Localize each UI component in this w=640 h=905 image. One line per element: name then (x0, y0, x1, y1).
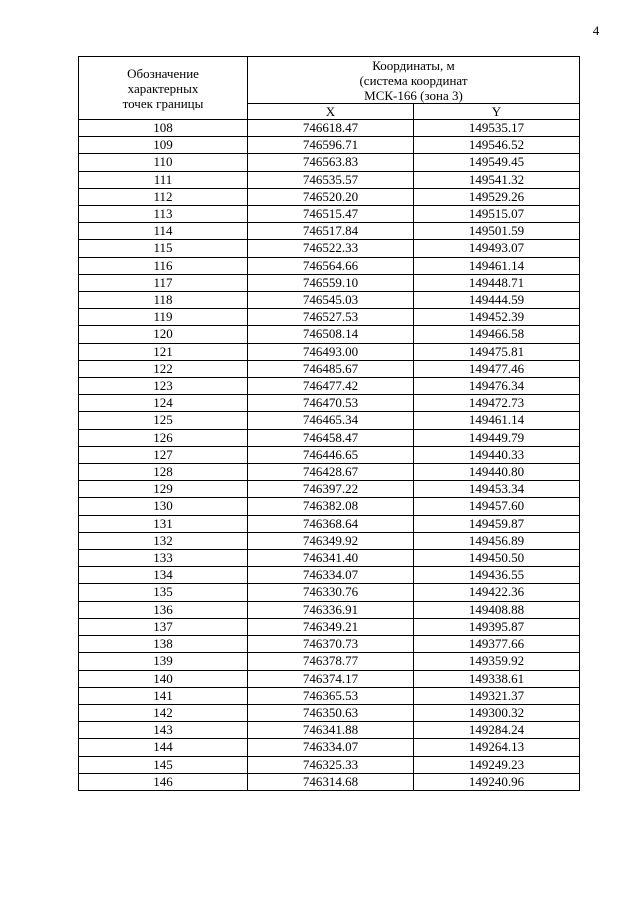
point-number-cell: 132 (79, 532, 248, 549)
x-coordinate-cell: 746349.92 (248, 532, 414, 549)
y-coordinate-cell: 149453.34 (414, 481, 580, 498)
table-row (79, 137, 580, 154)
x-coordinate-cell: 746477.42 (248, 378, 414, 395)
designation-header-line-2: характерных (127, 80, 199, 96)
x-coordinate-cell: 746522.33 (248, 240, 414, 257)
point-number-cell: 141 (79, 687, 248, 704)
point-number-cell: 127 (79, 446, 248, 463)
y-coordinate-cell: 149440.33 (414, 446, 580, 463)
y-coordinate-cell: 149449.79 (414, 429, 580, 446)
coordinates-column-header (248, 57, 580, 104)
table-header-row (79, 57, 580, 104)
y-coordinate-cell: 149472.73 (414, 395, 580, 412)
point-number-cell: 126 (79, 429, 248, 446)
x-coordinate-cell: 746325.33 (248, 756, 414, 773)
table-row (79, 515, 580, 532)
x-coordinate-cell: 746446.65 (248, 446, 414, 463)
point-number-cell: 131 (79, 515, 248, 532)
x-coordinate-cell: 746350.63 (248, 704, 414, 721)
x-coordinate-cell: 746334.07 (248, 567, 414, 584)
table-row (79, 481, 580, 498)
x-coordinate-cell: 746341.40 (248, 550, 414, 567)
point-number-cell: 144 (79, 739, 248, 756)
x-coordinate-cell: 746458.47 (248, 429, 414, 446)
x-coordinate-cell: 746465.34 (248, 412, 414, 429)
page-number: 4 (592, 23, 600, 38)
table-row (79, 567, 580, 584)
x-coordinate-cell: 746559.10 (248, 274, 414, 291)
point-number-cell: 119 (79, 309, 248, 326)
y-coordinate-cell: 149321.37 (414, 687, 580, 704)
table-row (79, 292, 580, 309)
table-row (79, 636, 580, 653)
y-coordinate-cell: 149359.92 (414, 653, 580, 670)
y-coordinate-cell: 149546.52 (414, 137, 580, 154)
y-coordinate-cell: 149422.36 (414, 584, 580, 601)
x-coordinate-cell: 746515.47 (248, 206, 414, 223)
point-number-cell: 143 (79, 722, 248, 739)
point-number-cell: 113 (79, 206, 248, 223)
x-coordinate-cell: 746378.77 (248, 653, 414, 670)
point-number-cell: 123 (79, 378, 248, 395)
coordinates-header-line-3: МСК-166 (зона 3) (364, 87, 463, 103)
point-number-cell: 108 (79, 120, 248, 137)
x-column-header: X (248, 104, 414, 120)
point-number-cell: 110 (79, 154, 248, 171)
x-coordinate-cell: 746563.83 (248, 154, 414, 171)
table-body (79, 120, 580, 791)
table-row (79, 498, 580, 515)
x-coordinate-cell: 746527.53 (248, 309, 414, 326)
x-coordinate-cell: 746314.68 (248, 773, 414, 790)
y-coordinate-cell: 149501.59 (414, 223, 580, 240)
point-number-cell: 125 (79, 412, 248, 429)
y-coordinate-cell: 149444.59 (414, 292, 580, 309)
y-coordinate-cell: 149549.45 (414, 154, 580, 171)
designation-header-line-3: точек границы (122, 95, 204, 111)
point-number-cell: 133 (79, 550, 248, 567)
y-coordinate-cell: 149515.07 (414, 206, 580, 223)
point-number-cell: 115 (79, 240, 248, 257)
designation-header-line-1: Обозначение (127, 65, 199, 81)
table-row (79, 274, 580, 291)
point-number-cell: 128 (79, 464, 248, 481)
x-coordinate-cell: 746330.76 (248, 584, 414, 601)
table-row (79, 532, 580, 549)
y-coordinate-cell: 149456.89 (414, 532, 580, 549)
x-coordinate-cell: 746336.91 (248, 601, 414, 618)
table-row (79, 120, 580, 137)
y-coordinate-cell: 149461.14 (414, 412, 580, 429)
point-number-cell: 139 (79, 653, 248, 670)
x-coordinate-cell: 746370.73 (248, 636, 414, 653)
table-row (79, 429, 580, 446)
table-row (79, 240, 580, 257)
y-coordinate-cell: 149541.32 (414, 171, 580, 188)
y-coordinate-cell: 149459.87 (414, 515, 580, 532)
table-row (79, 773, 580, 790)
point-number-cell: 130 (79, 498, 248, 515)
table-row (79, 446, 580, 463)
point-number-cell: 135 (79, 584, 248, 601)
table-row (79, 584, 580, 601)
table-row (79, 618, 580, 635)
x-coordinate-cell: 746365.53 (248, 687, 414, 704)
point-number-cell: 134 (79, 567, 248, 584)
coordinates-header-line-2: (система координат (359, 72, 468, 88)
y-coordinate-cell: 149452.39 (414, 309, 580, 326)
table-row (79, 704, 580, 721)
y-coordinate-cell: 149338.61 (414, 670, 580, 687)
point-number-cell: 142 (79, 704, 248, 721)
coordinates-header-line-1: Координаты, м (372, 57, 455, 73)
x-coordinate-cell: 746428.67 (248, 464, 414, 481)
x-coordinate-cell: 746545.03 (248, 292, 414, 309)
table-row (79, 257, 580, 274)
x-coordinate-cell: 746596.71 (248, 137, 414, 154)
table-row (79, 360, 580, 377)
table-row (79, 326, 580, 343)
x-coordinate-cell: 746341.88 (248, 722, 414, 739)
point-number-cell: 129 (79, 481, 248, 498)
y-coordinate-cell: 149377.66 (414, 636, 580, 653)
point-number-cell: 116 (79, 257, 248, 274)
boundary-coordinates-table (78, 56, 580, 791)
x-coordinate-cell: 746508.14 (248, 326, 414, 343)
x-coordinate-cell: 746564.66 (248, 257, 414, 274)
table-row (79, 188, 580, 205)
y-coordinate-cell: 149448.71 (414, 274, 580, 291)
y-coordinate-cell: 149466.58 (414, 326, 580, 343)
x-coordinate-cell: 746382.08 (248, 498, 414, 515)
y-coordinate-cell: 149493.07 (414, 240, 580, 257)
point-number-cell: 138 (79, 636, 248, 653)
table-row (79, 223, 580, 240)
y-column-header: Y (414, 104, 580, 120)
table-row (79, 395, 580, 412)
y-coordinate-cell: 149477.46 (414, 360, 580, 377)
table-row (79, 378, 580, 395)
x-coordinate-cell: 746349.21 (248, 618, 414, 635)
y-coordinate-cell: 149461.14 (414, 257, 580, 274)
point-number-cell: 136 (79, 601, 248, 618)
x-coordinate-cell: 746517.84 (248, 223, 414, 240)
point-number-cell: 120 (79, 326, 248, 343)
table-row (79, 670, 580, 687)
point-number-cell: 118 (79, 292, 248, 309)
y-coordinate-cell: 149440.80 (414, 464, 580, 481)
y-coordinate-cell: 149300.32 (414, 704, 580, 721)
table-row (79, 601, 580, 618)
table-row (79, 687, 580, 704)
x-coordinate-cell: 746334.07 (248, 739, 414, 756)
y-coordinate-cell: 149475.81 (414, 343, 580, 360)
y-coordinate-cell: 149529.26 (414, 188, 580, 205)
y-coordinate-cell: 149240.96 (414, 773, 580, 790)
table-row (79, 653, 580, 670)
point-number-cell: 140 (79, 670, 248, 687)
point-number-cell: 114 (79, 223, 248, 240)
x-coordinate-cell: 746493.00 (248, 343, 414, 360)
x-coordinate-cell: 746397.22 (248, 481, 414, 498)
point-number-cell: 124 (79, 395, 248, 412)
y-coordinate-cell: 149450.50 (414, 550, 580, 567)
point-number-cell: 112 (79, 188, 248, 205)
y-coordinate-cell: 149284.24 (414, 722, 580, 739)
y-coordinate-cell: 149395.87 (414, 618, 580, 635)
y-coordinate-cell: 149408.88 (414, 601, 580, 618)
table-row (79, 309, 580, 326)
x-coordinate-cell: 746618.47 (248, 120, 414, 137)
y-coordinate-cell: 149249.23 (414, 756, 580, 773)
x-coordinate-cell: 746485.67 (248, 360, 414, 377)
point-number-cell: 109 (79, 137, 248, 154)
point-number-cell: 137 (79, 618, 248, 635)
designation-column-header (79, 57, 248, 120)
x-coordinate-cell: 746470.53 (248, 395, 414, 412)
table-row (79, 154, 580, 171)
x-coordinate-cell: 746374.17 (248, 670, 414, 687)
table-row (79, 756, 580, 773)
table-row (79, 464, 580, 481)
y-coordinate-cell: 149436.55 (414, 567, 580, 584)
point-number-cell: 111 (79, 171, 248, 188)
point-number-cell: 117 (79, 274, 248, 291)
y-coordinate-cell: 149535.17 (414, 120, 580, 137)
table-row (79, 343, 580, 360)
table-row (79, 722, 580, 739)
table-row (79, 171, 580, 188)
y-coordinate-cell: 149476.34 (414, 378, 580, 395)
table-row (79, 206, 580, 223)
point-number-cell: 121 (79, 343, 248, 360)
x-coordinate-cell: 746535.57 (248, 171, 414, 188)
point-number-cell: 146 (79, 773, 248, 790)
point-number-cell: 122 (79, 360, 248, 377)
x-coordinate-cell: 746368.64 (248, 515, 414, 532)
table-row (79, 550, 580, 567)
y-coordinate-cell: 149264.13 (414, 739, 580, 756)
table-header (79, 57, 580, 120)
y-coordinate-cell: 149457.60 (414, 498, 580, 515)
table-row (79, 412, 580, 429)
point-number-cell: 145 (79, 756, 248, 773)
x-coordinate-cell: 746520.20 (248, 188, 414, 205)
table-row (79, 739, 580, 756)
